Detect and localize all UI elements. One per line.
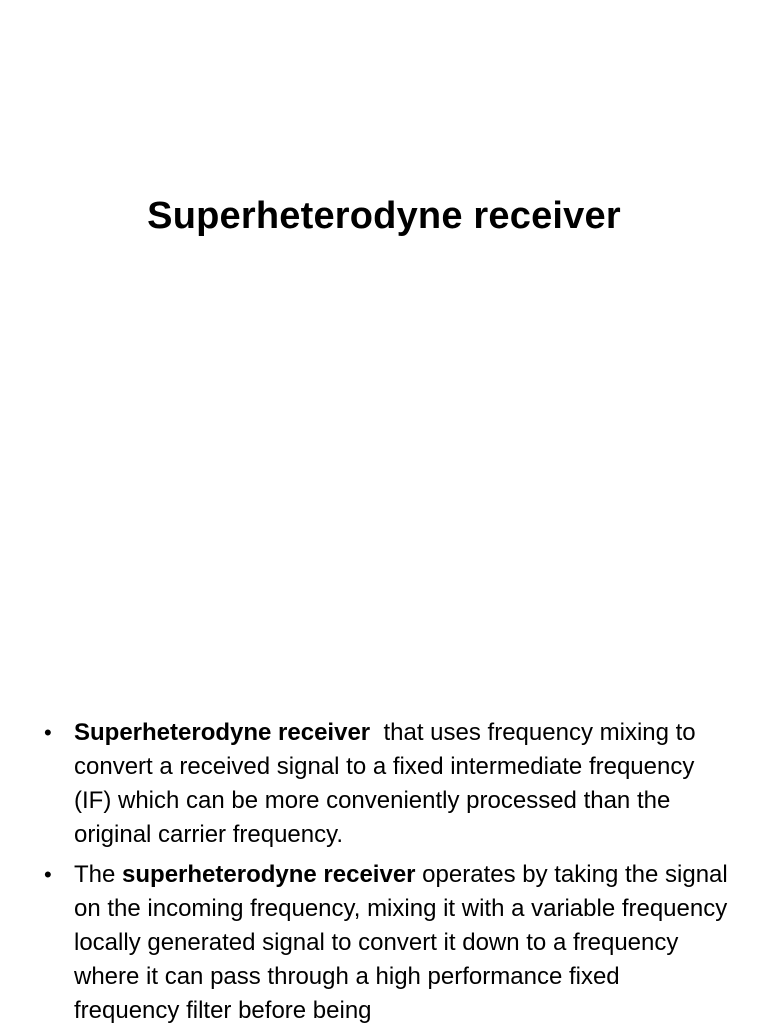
bullet-text: that uses frequency mixing to convert a received signal to a fixed intermediate frequency (IF) which can be more conveniently processed than the original carrier frequency. — [74, 719, 696, 848]
bullet-bold-lead: Superheterodyne receiver — [74, 719, 371, 746]
bullet-item-1 — [0, 716, 768, 852]
bullet-marker-icon: • — [44, 862, 52, 887]
bullet-spacer — [370, 719, 383, 746]
bullet-bold-term: superheterodyne receiver — [122, 861, 416, 888]
bullet-prefix: The — [74, 861, 123, 888]
bullet-item-2 — [0, 858, 768, 1024]
bullet-list — [0, 716, 768, 1024]
slide-title: Superheterodyne receiver — [147, 195, 621, 237]
bullet-text: operates by taking the signal on the incoming frequency, mixing it with a variable frequency locally generated signal to convert it down to a frequency where it can pass through a high performance fixed frequency filter before being — [74, 861, 728, 1024]
bullet-marker-icon: • — [44, 720, 52, 745]
